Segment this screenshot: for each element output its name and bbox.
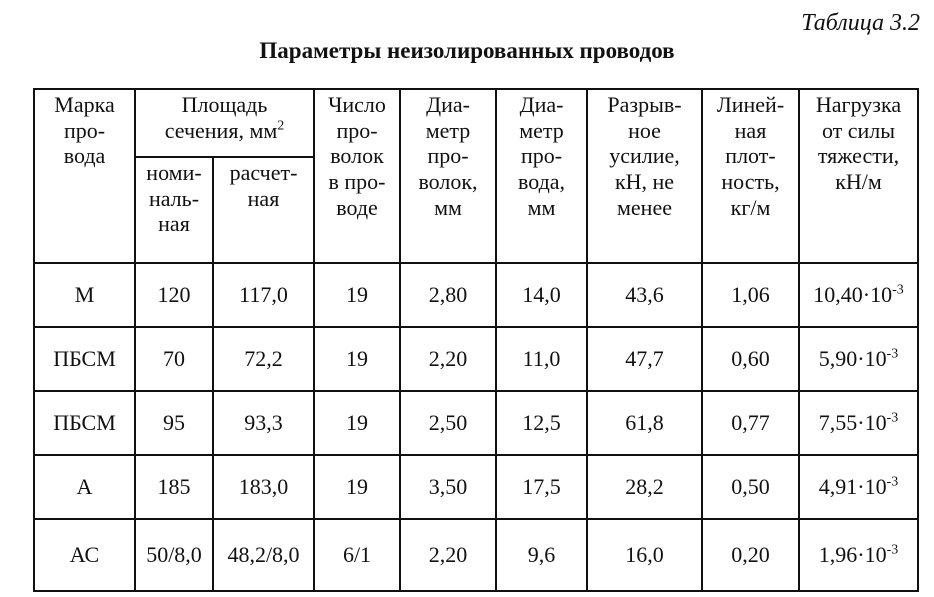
header-brand: Марка про- вода bbox=[34, 89, 135, 263]
cell-strand-diameter: 2,50 bbox=[400, 391, 496, 455]
cell-nominal: 95 bbox=[135, 391, 213, 455]
cell-breaking-force: 43,6 bbox=[587, 263, 702, 327]
load-exponent: -3 bbox=[886, 410, 899, 426]
cell-calculated: 93,3 bbox=[213, 391, 314, 455]
cell-gravity-load bbox=[799, 455, 918, 519]
header-wire-diameter: Диа- метр про- вода, мм bbox=[496, 89, 587, 263]
header-calculated: расчет- ная bbox=[213, 157, 314, 263]
cell-nominal: 70 bbox=[135, 327, 213, 391]
header-nominal: номи- наль- ная bbox=[135, 157, 213, 263]
header-linear-density: Линей- ная плот- ность, кг/м bbox=[702, 89, 799, 263]
cell-brand: А bbox=[34, 455, 135, 519]
cell-strand-diameter: 2,80 bbox=[400, 263, 496, 327]
cell-wire-diameter: 11,0 bbox=[496, 327, 587, 391]
cell-brand: ПБСМ bbox=[34, 327, 135, 391]
cell-wire-count: 19 bbox=[314, 391, 400, 455]
cell-brand: М bbox=[34, 263, 135, 327]
cell-calculated: 48,2/8,0 bbox=[213, 519, 314, 591]
load-exponent: -3 bbox=[886, 474, 899, 490]
cell-strand-diameter: 2,20 bbox=[400, 519, 496, 591]
cell-wire-diameter: 9,6 bbox=[496, 519, 587, 591]
table-number-label: Таблица 3.2 bbox=[801, 10, 920, 36]
header-strand-diameter: Диа- метр про- волок, мм bbox=[400, 89, 496, 263]
cell-gravity-load bbox=[799, 263, 918, 327]
cell-nominal: 120 bbox=[135, 263, 213, 327]
cell-gravity-load bbox=[799, 391, 918, 455]
cell-strand-diameter: 2,20 bbox=[400, 327, 496, 391]
table-row bbox=[34, 391, 918, 455]
cell-nominal: 50/8,0 bbox=[135, 519, 213, 591]
cell-calculated: 117,0 bbox=[213, 263, 314, 327]
load-exponent: -3 bbox=[886, 346, 899, 362]
cell-linear-density: 0,50 bbox=[702, 455, 799, 519]
header-wire-count: Число про- волок в про- воде bbox=[314, 89, 400, 263]
table-row bbox=[34, 455, 918, 519]
header-area-group bbox=[135, 89, 314, 157]
load-base: 5,90·10 bbox=[818, 346, 887, 372]
table-row bbox=[34, 263, 918, 327]
cell-strand-diameter: 3,50 bbox=[400, 455, 496, 519]
table-row bbox=[34, 519, 918, 591]
cell-calculated: 72,2 bbox=[213, 327, 314, 391]
header-breaking-force: Разрыв- ное усилие, кН, не менее bbox=[587, 89, 702, 263]
cell-gravity-load bbox=[799, 327, 918, 391]
load-exponent: -3 bbox=[886, 542, 899, 558]
table-row bbox=[34, 327, 918, 391]
cell-nominal: 185 bbox=[135, 455, 213, 519]
cell-linear-density: 0,77 bbox=[702, 391, 799, 455]
cell-brand: ПБСМ bbox=[34, 391, 135, 455]
cell-calculated: 183,0 bbox=[213, 455, 314, 519]
cell-breaking-force: 28,2 bbox=[587, 455, 702, 519]
table-title: Параметры неизолированных проводов bbox=[259, 38, 675, 63]
cell-wire-count: 6/1 bbox=[314, 519, 400, 591]
cell-wire-diameter: 14,0 bbox=[496, 263, 587, 327]
load-exponent: -3 bbox=[892, 282, 904, 298]
cell-brand: АС bbox=[34, 519, 135, 591]
cell-linear-density: 0,60 bbox=[702, 327, 799, 391]
cell-wire-count: 19 bbox=[314, 327, 400, 391]
header-area-group-text: Площадь сечения, мм bbox=[164, 92, 278, 143]
load-base: 1,96·10 bbox=[818, 542, 887, 568]
wire-parameters-table bbox=[33, 88, 919, 592]
cell-linear-density: 1,06 bbox=[702, 263, 799, 327]
cell-linear-density: 0,20 bbox=[702, 519, 799, 591]
header-gravity-load: Нагрузка от силы тяжести, кН/м bbox=[799, 89, 918, 263]
cell-breaking-force: 61,8 bbox=[587, 391, 702, 455]
cell-wire-count: 19 bbox=[314, 455, 400, 519]
cell-wire-count: 19 bbox=[314, 263, 400, 327]
load-base: 10,40·10 bbox=[813, 282, 893, 308]
cell-wire-diameter: 12,5 bbox=[496, 391, 587, 455]
cell-wire-diameter: 17,5 bbox=[496, 455, 587, 519]
cell-gravity-load bbox=[799, 519, 918, 591]
load-base: 7,55·10 bbox=[818, 410, 887, 436]
load-base: 4,91·10 bbox=[818, 474, 887, 500]
header-area-group-sup: 2 bbox=[277, 118, 285, 134]
cell-breaking-force: 47,7 bbox=[587, 327, 702, 391]
cell-breaking-force: 16,0 bbox=[587, 519, 702, 591]
